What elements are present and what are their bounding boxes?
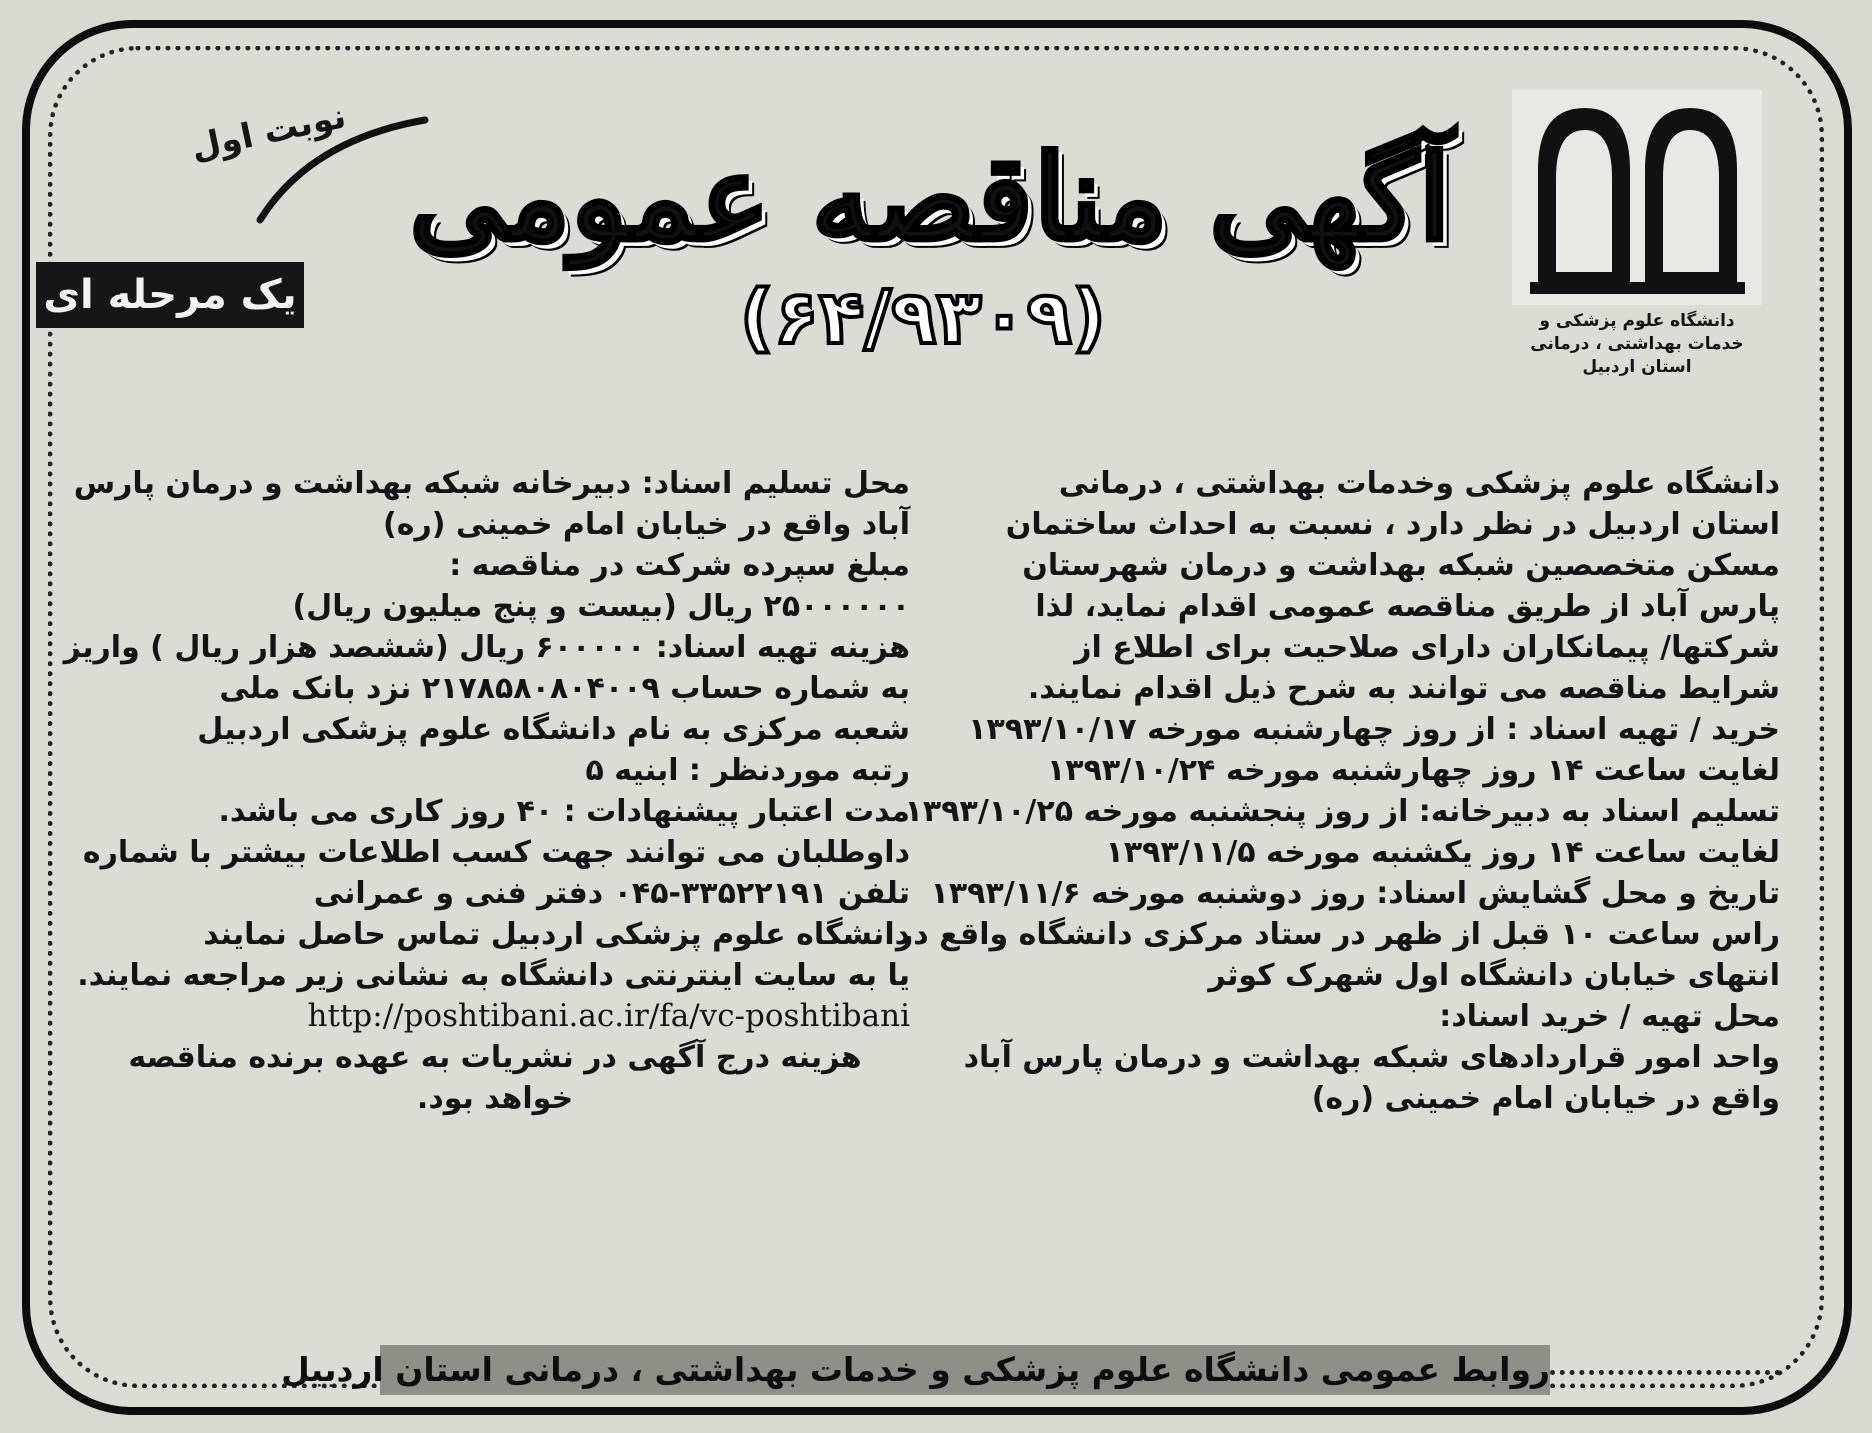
ad-title: آگهی مناقصه عمومی [409, 128, 1451, 267]
text-line: مسکن متخصصین شبکه بهداشت و درمان شهرستان [1022, 548, 1780, 583]
text-line: محل تهیه / خرید اسناد: [1439, 999, 1780, 1034]
tender-code: (۶۴/۹۳۰۹) [740, 275, 1106, 361]
logo-caption [1517, 310, 1757, 379]
text-line: لغایت ساعت ۱۴ روز چهارشنبه مورخه ۱۳۹۳/۱۰/۲۴ [1046, 753, 1780, 788]
text-line: آباد واقع در خیابان امام خمینی (ره) [383, 507, 910, 542]
text-line: لغایت ساعت ۱۴ روز یکشنبه مورخه ۱۳۹۳/۱۱/۵ [1105, 835, 1780, 870]
text-line: انتهای خیابان دانشگاه اول شهرک کوثر [1208, 958, 1780, 993]
text-line: شرکتها/ پیمانکاران دارای صلاحیت برای اطلاع از [1074, 630, 1780, 665]
logo-line: خدمات بهداشتی ، درمانی [1530, 334, 1744, 354]
text-line: رتبه موردنظر : ابنیه ۵ [585, 753, 910, 788]
text-line: محل تسلیم اسناد: دبیرخانه شبکه بهداشت و درمان پارس [73, 466, 910, 501]
text-line: واقع در خیابان امام خمینی (ره) [1311, 1081, 1780, 1116]
left-column [63, 463, 910, 1119]
text-line: به شماره حساب ۲۱۷۸۵۸۰۸۰۴۰۰۹ نزد بانک ملی [219, 671, 910, 706]
text-line: ۲۵۰۰۰۰۰۰ ریال (بیست و پنج میلیون ریال) [292, 589, 910, 624]
footer-dotted-line [1550, 1370, 1780, 1375]
stage-badge: یک مرحله ای [36, 262, 304, 328]
text-line: پارس آباد از طریق مناقصه عمومی اقدام نماید، لذا [1035, 589, 1780, 624]
university-logo [1512, 90, 1762, 305]
round-label: نوبت اول [187, 96, 350, 168]
logo-line: استان اردبیل [1582, 357, 1692, 377]
text-line: یا به سایت اینترنتی دانشگاه به نشانی زیر مراجعه نمایند. [77, 958, 910, 993]
text-line: راس ساعت ۱۰ قبل از ظهر در ستاد مرکزی دانشگاه واقع در [896, 917, 1780, 952]
text-line: خرید / تهیه اسناد : از روز چهارشنبه مورخه ۱۳۹۳/۱۰/۱۷ [968, 712, 1780, 747]
text-line: مبلغ سپرده شرکت در مناقصه : [449, 548, 910, 583]
text-line: داوطلبان می توانند جهت کسب اطلاعات بیشتر با شماره [82, 835, 910, 870]
text-line: استان اردبیل در نظر دارد ، نسبت به احداث ساختمان [1005, 507, 1780, 542]
text-line: تلفن ۳۳۵۲۲۱۹۱-۰۴۵ دفتر فنی و عمرانی [313, 876, 910, 911]
text-line: هزینه تهیه اسناد: ۶۰۰۰۰۰ ریال (ششصد هزار ریال ) واریز [63, 630, 910, 665]
text-line: شعبه مرکزی به نام دانشگاه علوم پزشکی اردبیل [197, 712, 910, 747]
text-line: تاریخ و محل گشایش اسناد: روز دوشنبه مورخه ۱۳۹۳/۱۱/۶ [930, 876, 1780, 911]
text-line: مدت اعتبار پیشنهادات : ۴۰ روز کاری می باشد. [218, 794, 910, 829]
text-line: واحد امور قراردادهای شبکه بهداشت و درمان پارس آباد [963, 1040, 1780, 1075]
arch-windows-icon [1530, 100, 1745, 295]
logo-line: دانشگاه علوم پزشکی و [1539, 311, 1735, 331]
text-line: دانشگاه علوم پزشکی وخدمات بهداشتی ، درمانی [1058, 466, 1780, 501]
footer-banner: روابط عمومی دانشگاه علوم پزشکی و خدمات بهداشتی ، درمانی استان اردبیل [380, 1345, 1550, 1395]
text-line: خواهد بود. [416, 1081, 574, 1116]
website-link[interactable]: http://poshtibani.ac.ir/fa/vc-poshtibani [307, 998, 910, 1034]
text-line: تسلیم اسناد به دبیرخانه: از روز پنجشنبه مورخه ۱۳۹۳/۱۰/۲۵ [904, 794, 1780, 829]
text-line: دانشگاه علوم پزشکی اردبیل تماس حاصل نمایند [203, 917, 910, 952]
text-line: شرایط مناقصه می توانند به شرح ذیل اقدام نمایند. [1027, 671, 1780, 706]
right-column [896, 463, 1780, 1119]
text-line: هزینه درج آگهی در نشریات به عهده برنده مناقصه [128, 1040, 862, 1075]
